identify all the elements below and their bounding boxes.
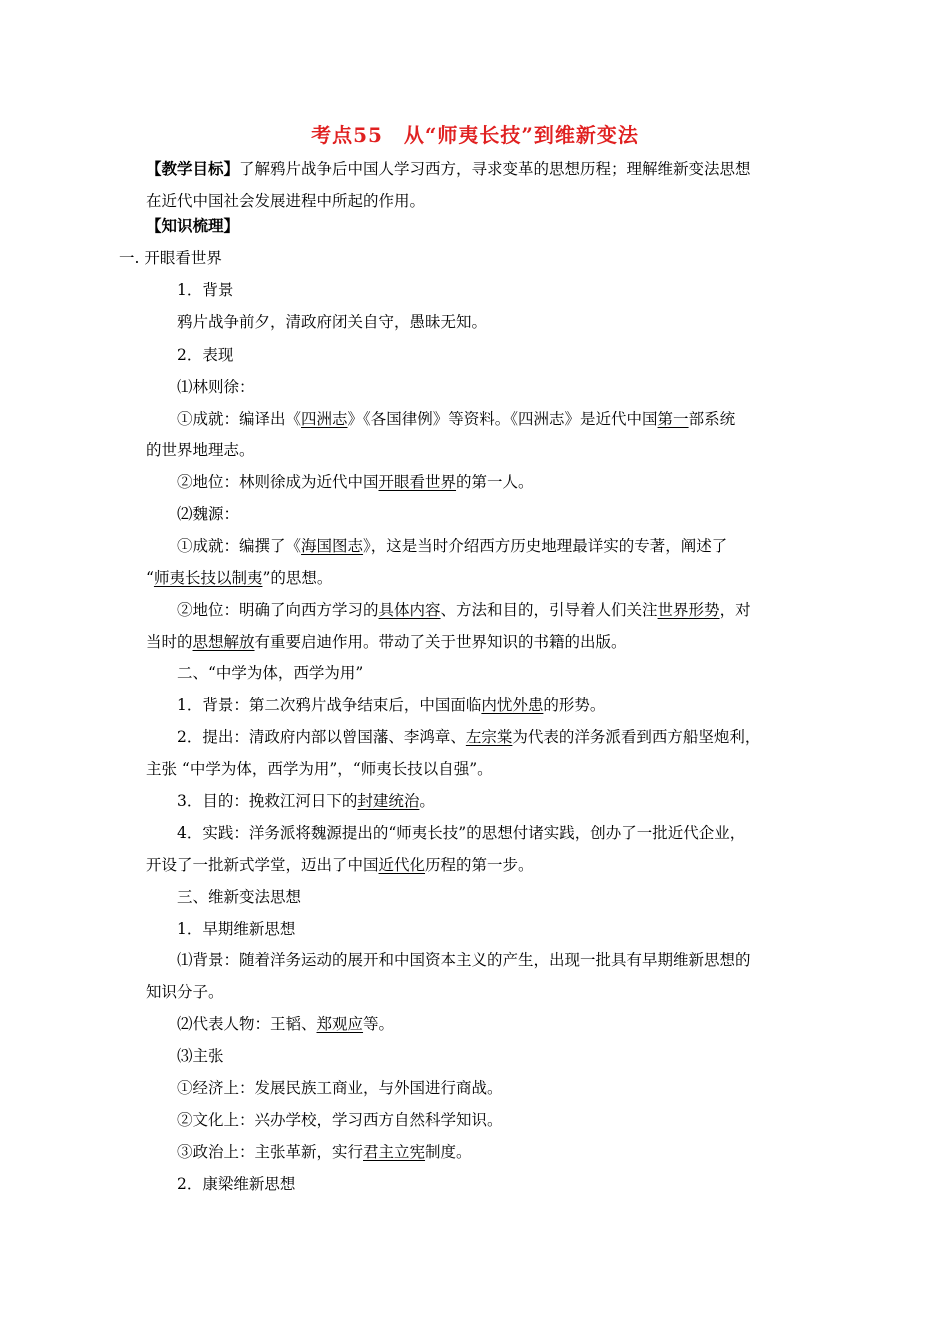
- text-span: 1．背景：第二次鸦片战争结束后，中国面临: [177, 696, 482, 714]
- text-span: ①成就：编译出《: [177, 410, 302, 428]
- s3-early-economy: ①经济上：发展民族工商业，与外国进行商战。: [177, 1079, 503, 1097]
- underlined-term: 开眼看世界: [378, 473, 457, 491]
- text-span: ③政治上：主张革新，实行: [177, 1143, 364, 1161]
- s2-practice-line-2: [146, 855, 534, 875]
- s2-purpose: [177, 791, 435, 811]
- page-title: 考点55 从“师夷长技”到维新变法: [311, 123, 639, 147]
- underlined-term: 内忧外患: [481, 696, 544, 714]
- underlined-term: 海国图志: [301, 537, 364, 555]
- text-span: ②地位：明确了向西方学习的: [177, 601, 379, 619]
- lin-achievement-line-2: 的世界地理志。: [146, 441, 255, 459]
- text-span: 的第一人。: [456, 473, 534, 491]
- underlined-term: 君主立宪: [363, 1143, 426, 1161]
- underlined-term: 世界形势: [657, 601, 720, 619]
- s3-early-representatives: [177, 1014, 394, 1034]
- underlined-term: 具体内容: [378, 601, 441, 619]
- wei-achievement-line-2: [146, 568, 332, 588]
- knowledge-label: 【知识梳理】: [146, 216, 240, 235]
- underlined-term: 左宗棠: [465, 728, 513, 746]
- underlined-term: 封建统治: [357, 792, 420, 810]
- underlined-term: 四洲志: [301, 410, 348, 428]
- s3-early-background-line-1: ⑴背景：随着洋务运动的展开和中国资本主义的产生，出现一批具有早期维新思想的: [177, 951, 751, 969]
- text-span: 》《各国律例》等资料。《四洲志》是近代中国: [347, 410, 658, 428]
- s1-performance-heading: 2．表现: [177, 346, 234, 364]
- lin-position: [177, 472, 534, 492]
- lin-heading: ⑴林则徐：: [177, 378, 255, 396]
- text-span: ①成就：编撰了《: [177, 537, 302, 555]
- text-span: 开设了一批新式学堂，迈出了中国: [146, 856, 379, 874]
- text-span: 》，这是当时介绍西方历史地理最详实的专著，阐述了: [363, 537, 728, 555]
- s3-kangliang-heading: 2．康梁维新思想: [177, 1175, 296, 1193]
- lin-achievement-line-1: [177, 409, 735, 429]
- text-span: 等。: [363, 1015, 395, 1033]
- underlined-term: 师夷长技以制夷: [153, 569, 263, 587]
- wei-achievement-line-1: [177, 536, 727, 556]
- s1-background-text: 鸦片战争前夕，清政府闭关自守，愚昧无知。: [177, 313, 488, 331]
- s3-early-culture: ②文化上：兴办学校，学习西方自然科学知识。: [177, 1111, 503, 1129]
- section-1-heading: 一. 开眼看世界: [119, 249, 222, 267]
- s1-background-heading: 1．背景: [177, 281, 234, 299]
- s2-practice-line-1: 4．实践：洋务派将魏源提出的“师夷长技”的思想付诸实践，创办了一批近代企业，: [177, 824, 746, 842]
- text-span: 2．提出：清政府内部以曾国藩、李鸿章、: [177, 728, 466, 746]
- underlined-term: 第一: [657, 410, 689, 428]
- text-span: 当时的: [146, 633, 193, 651]
- text-span: 3．目的：挽救江河日下的: [177, 792, 358, 810]
- s2-background: [177, 695, 605, 715]
- underlined-term: 近代化: [378, 856, 426, 874]
- text-span: 的形势。: [543, 696, 606, 714]
- text-span: ②地位：林则徐成为近代中国: [177, 473, 379, 491]
- wei-heading: ⑵魏源：: [177, 505, 240, 523]
- section-3-heading: 三、维新变法思想: [177, 888, 302, 906]
- wei-position-line-1: [177, 600, 751, 620]
- objective-label: 【教学目标】: [146, 159, 240, 178]
- objective-text: 了解鸦片战争后中国人学习西方，寻求变革的思想历程；理解维新变法思想: [239, 160, 751, 178]
- s3-early-heading: 1．早期维新思想: [177, 920, 296, 938]
- s2-proposal-line-1: [177, 727, 760, 747]
- text-span: ，对: [719, 601, 751, 619]
- text-span: 、方法和目的，引导着人们关注: [440, 601, 658, 619]
- s2-proposal-line-2: 主张 “中学为体，西学为用”，“师夷长技以自强”。: [146, 760, 493, 778]
- section-2-heading: 二、“中学为体，西学为用”: [177, 664, 364, 682]
- objective-line-2: 在近代中国社会发展进程中所起的作用。: [146, 192, 426, 210]
- text-span: ⑵代表人物：王韬、: [177, 1015, 317, 1033]
- s3-early-politics: [177, 1142, 472, 1162]
- text-span: “: [146, 569, 154, 587]
- text-span: 部系统: [688, 410, 736, 428]
- s3-early-claims-heading: ⑶主张: [177, 1047, 224, 1065]
- text-span: 。: [419, 792, 435, 810]
- text-span: 为代表的洋务派看到西方船坚炮利，: [512, 728, 761, 746]
- text-span: 历程的第一步。: [425, 856, 534, 874]
- underlined-term: 思想解放: [192, 633, 255, 651]
- wei-position-line-2: [146, 632, 627, 652]
- text-span: 有重要启迪作用。带动了关于世界知识的书籍的出版。: [254, 633, 627, 651]
- s3-early-background-line-2: 知识分子。: [146, 983, 224, 1001]
- objective-line-1: [146, 159, 751, 179]
- text-span: ”的思想。: [262, 569, 333, 587]
- underlined-term: 郑观应: [316, 1015, 364, 1033]
- text-span: 制度。: [425, 1143, 472, 1161]
